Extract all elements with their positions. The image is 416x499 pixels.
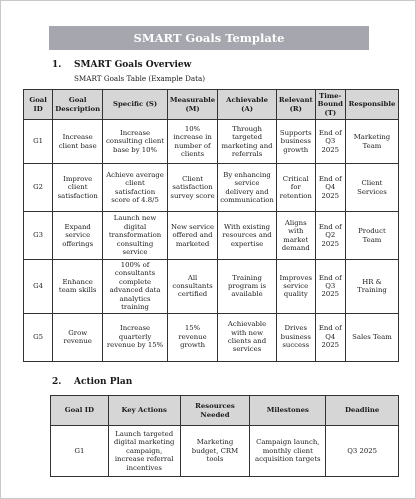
table-cell: 100% of consultants complete advanced data analytics training — [103, 260, 168, 314]
column-header: Responsible — [345, 90, 398, 120]
table-cell: Marketing budget, CRM tools — [180, 426, 250, 477]
table-cell: Launch targeted digital marketing campaign, increase referral incentives — [108, 426, 180, 477]
table-cell: Supports business growth — [276, 120, 315, 164]
table-cell: G2 — [24, 164, 53, 212]
section-title: SMART Goals Overview — [74, 60, 192, 70]
column-header: Relevant (R) — [276, 90, 315, 120]
column-header: Goal ID — [51, 396, 109, 426]
table-row — [24, 313, 399, 361]
table-row — [51, 426, 399, 477]
table-cell: Client Services — [345, 164, 398, 212]
table-cell: Critical for retention — [276, 164, 315, 212]
table-cell: G1 — [51, 426, 109, 477]
table-cell: Training program is available — [218, 260, 277, 314]
document-title: SMART Goals Template — [49, 26, 369, 50]
section-heading-action-plan — [52, 377, 132, 387]
table-cell: With existing resources and expertise — [218, 212, 277, 260]
table-cell: Client satisfaction survey score — [167, 164, 217, 212]
table-cell: Campaign launch, monthly client acquisition targets — [250, 426, 326, 477]
table-row — [24, 164, 399, 212]
table-cell: Enhance team skills — [53, 260, 103, 314]
table-cell: Expand service offerings — [53, 212, 103, 260]
table-cell: Increase client base — [53, 120, 103, 164]
table-cell: New service offered and marketed — [167, 212, 217, 260]
column-header: Goal Description — [53, 90, 103, 120]
column-header: Time-Bound (T) — [315, 90, 345, 120]
column-header: Measurable (M) — [167, 90, 217, 120]
table-cell: Achieve average client satisfaction score of 4.8/5 — [103, 164, 168, 212]
table-cell: Improves service quality — [276, 260, 315, 314]
table-cell: End of Q3 2025 — [315, 120, 345, 164]
table-cell: Drives business success — [276, 313, 315, 361]
table-cell: Sales Team — [345, 313, 398, 361]
column-header: Specific (S) — [103, 90, 168, 120]
table-row — [24, 120, 399, 164]
table-cell: Q3 2025 — [326, 426, 399, 477]
column-header: Milestones — [250, 396, 326, 426]
table-row — [24, 260, 399, 314]
section-heading-overview — [52, 60, 191, 70]
table-cell: Product Team — [345, 212, 398, 260]
table-cell: G3 — [24, 212, 53, 260]
table-cell: Through targeted marketing and referrals — [218, 120, 277, 164]
column-header: Key Actions — [108, 396, 180, 426]
table-header-row — [24, 90, 399, 120]
table-cell: Marketing Team — [345, 120, 398, 164]
table-cell: G5 — [24, 313, 53, 361]
table-cell: Improve client satisfaction — [53, 164, 103, 212]
section-number: 1. — [52, 60, 62, 70]
table-row — [24, 212, 399, 260]
table-cell: HR & Training — [345, 260, 398, 314]
column-header: Deadline — [326, 396, 399, 426]
table-cell: End of Q4 2025 — [315, 164, 345, 212]
table-cell: Increase consulting client base by 10% — [103, 120, 168, 164]
table-cell: All consultants certified — [167, 260, 217, 314]
table-cell: End of Q4 2025 — [315, 313, 345, 361]
column-header: Resources Needed — [180, 396, 250, 426]
table-cell: Launch new digital transformation consulting service — [103, 212, 168, 260]
table-cell: G4 — [24, 260, 53, 314]
table-cell: 15% revenue growth — [167, 313, 217, 361]
table-cell: 10% increase in number of clients — [167, 120, 217, 164]
table-cell: End of Q3 2025 — [315, 260, 345, 314]
section-title: Action Plan — [74, 377, 133, 387]
action-plan-table — [50, 395, 399, 477]
table-cell: Increase quarterly revenue by 15% — [103, 313, 168, 361]
column-header: Achievable (A) — [218, 90, 277, 120]
section-number: 2. — [52, 377, 62, 387]
table-header-row — [51, 396, 399, 426]
table-cell: G1 — [24, 120, 53, 164]
smart-goals-table — [23, 89, 399, 362]
table-cell: Grow revenue — [53, 313, 103, 361]
table-cell: By enhancing service delivery and communication — [218, 164, 277, 212]
table-cell: Aligns with market demand — [276, 212, 315, 260]
table-cell: End of Q2 2025 — [315, 212, 345, 260]
column-header: Goal ID — [24, 90, 53, 120]
table-cell: Achievable with new clients and services — [218, 313, 277, 361]
table-caption: SMART Goals Table (Example Data) — [74, 74, 206, 83]
